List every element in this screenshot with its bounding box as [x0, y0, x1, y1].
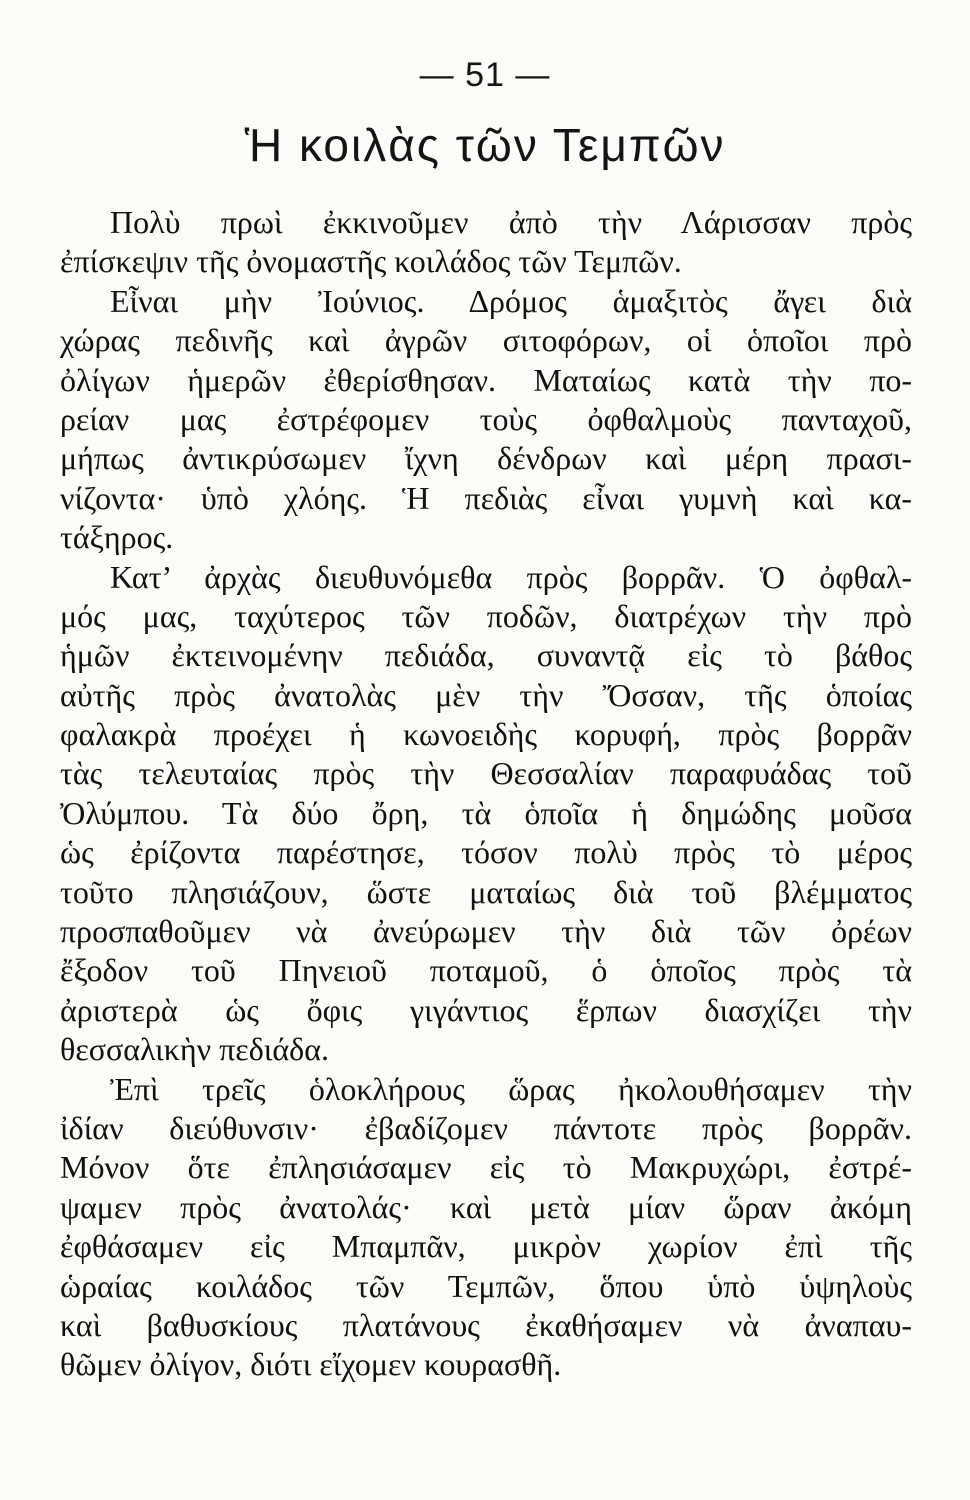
text-line: φαλακρὰ προέχει ἡ κωνοειδὴς κορυφή, πρὸς βορρᾶν: [60, 716, 912, 753]
text-line: χώρας πεδινῆς καὶ ἀγρῶν σιτοφόρων, οἱ ὁποῖοι πρὸ: [60, 322, 912, 359]
text-line: ὀλίγων ἡμερῶν ἐθερίσθησαν. Ματαίως κατὰ τὴν πο-: [60, 361, 912, 398]
body-text: [60, 203, 912, 1385]
text-line: μήπως ἀντικρύσωμεν ἴχνη δένδρων καὶ μέρη πρασι-: [60, 440, 912, 477]
text-line: μός μας, ταχύτερος τῶν ποδῶν, διατρέχων τὴν πρὸ: [60, 597, 912, 634]
text-line: νίζοντα· ὑπὸ χλόης. Ἡ πεδιὰς εἶναι γυμνὴ καὶ κα-: [60, 479, 912, 516]
text-line: ρείαν μας ἐστρέφομεν τοὺς ὀφθαλμοὺς πανταχοῦ,: [60, 400, 912, 437]
text-line: ἐπίσκεψιν τῆς ὀνομαστῆς κοιλάδος τῶν Τεμπῶν.: [60, 243, 682, 280]
text-line: ὡς ἐρίζοντα παρέστησε, τόσον πολὺ πρὸς τὸ μέρος: [60, 834, 912, 871]
text-line: θεσσαλικὴν πεδιάδα.: [60, 1031, 329, 1068]
text-line: ἀριστερὰ ὡς ὄφις γιγάντιος ἕρπων διασχίζει τὴν: [60, 991, 912, 1028]
text-line: τάξηρος.: [60, 519, 174, 556]
text-line: Μόνον ὅτε ἐπλησιάσαμεν εἰς τὸ Μακρυχώρι, ἐστρέ-: [60, 1149, 912, 1186]
text-line: ὡραίας κοιλάδος τῶν Τεμπῶν, ὅπου ὑπὸ ὑψηλοὺς: [60, 1267, 912, 1304]
text-line: ψαμεν πρὸς ἀνατολάς· καὶ μετὰ μίαν ὥραν ἀκόμη: [60, 1188, 912, 1225]
text-line: Εἶναι μὴν Ἰούνιος. Δρόμος ἁμαξιτὸς ἄγει διὰ: [110, 282, 912, 319]
text-line: ἔξοδον τοῦ Πηνειοῦ ποταμοῦ, ὁ ὁποῖος πρὸς τὰ: [60, 952, 912, 989]
text-line: θῶμεν ὀλίγον, διότι εἴχομεν κουρασθῆ.: [60, 1346, 562, 1383]
text-line: καὶ βαθυσκίους πλατάνους ἐκαθήσαμεν νὰ ἀναπαυ-: [60, 1306, 912, 1343]
text-line: προσπαθοῦμεν νὰ ἀνεύρωμεν τὴν διὰ τῶν ὀρέων: [60, 913, 912, 950]
text-line: ἰδίαν διεύθυνσιν· ἐβαδίζομεν πάντοτε πρὸς βορρᾶν.: [60, 1109, 912, 1146]
text-line: ἡμῶν ἐκτεινομένην πεδιάδα, συναντᾷ εἰς τὸ βάθος: [60, 637, 912, 674]
text-line: ἐφθάσαμεν εἰς Μπαμπᾶν, μικρὸν χωρίον ἐπὶ τῆς: [60, 1228, 912, 1265]
chapter-title: Ἡ κοιλὰς τῶν Τεμπῶν: [244, 119, 726, 171]
text-line: αὐτῆς πρὸς ἀνατολὰς μὲν τὴν Ὄσσαν, τῆς ὁποίας: [60, 676, 912, 713]
text-line: Ὀλύμπου. Τὰ δύο ὄρη, τὰ ὁποῖα ἡ δημώδης μοῦσα: [60, 794, 912, 831]
page-number: — 51 —: [419, 56, 551, 94]
text-line: Πολὺ πρωὶ ἐκκινοῦμεν ἀπὸ τὴν Λάρισσαν πρὸς: [110, 204, 912, 240]
text-line: Κατ’ ἀρχὰς διευθυνόμεθα πρὸς βορρᾶν. Ὁ ὀφθαλ-: [110, 558, 912, 595]
text-line: Ἐπὶ τρεῖς ὁλοκλήρους ὥρας ἠκολουθήσαμεν τὴν: [110, 1070, 912, 1107]
text-line: τοῦτο πλησιάζουν, ὥστε ματαίως διὰ τοῦ βλέμματος: [60, 873, 912, 910]
text-line: τὰς τελευταίας πρὸς τὴν Θεσσαλίαν παραφυάδας τοῦ: [60, 755, 912, 792]
